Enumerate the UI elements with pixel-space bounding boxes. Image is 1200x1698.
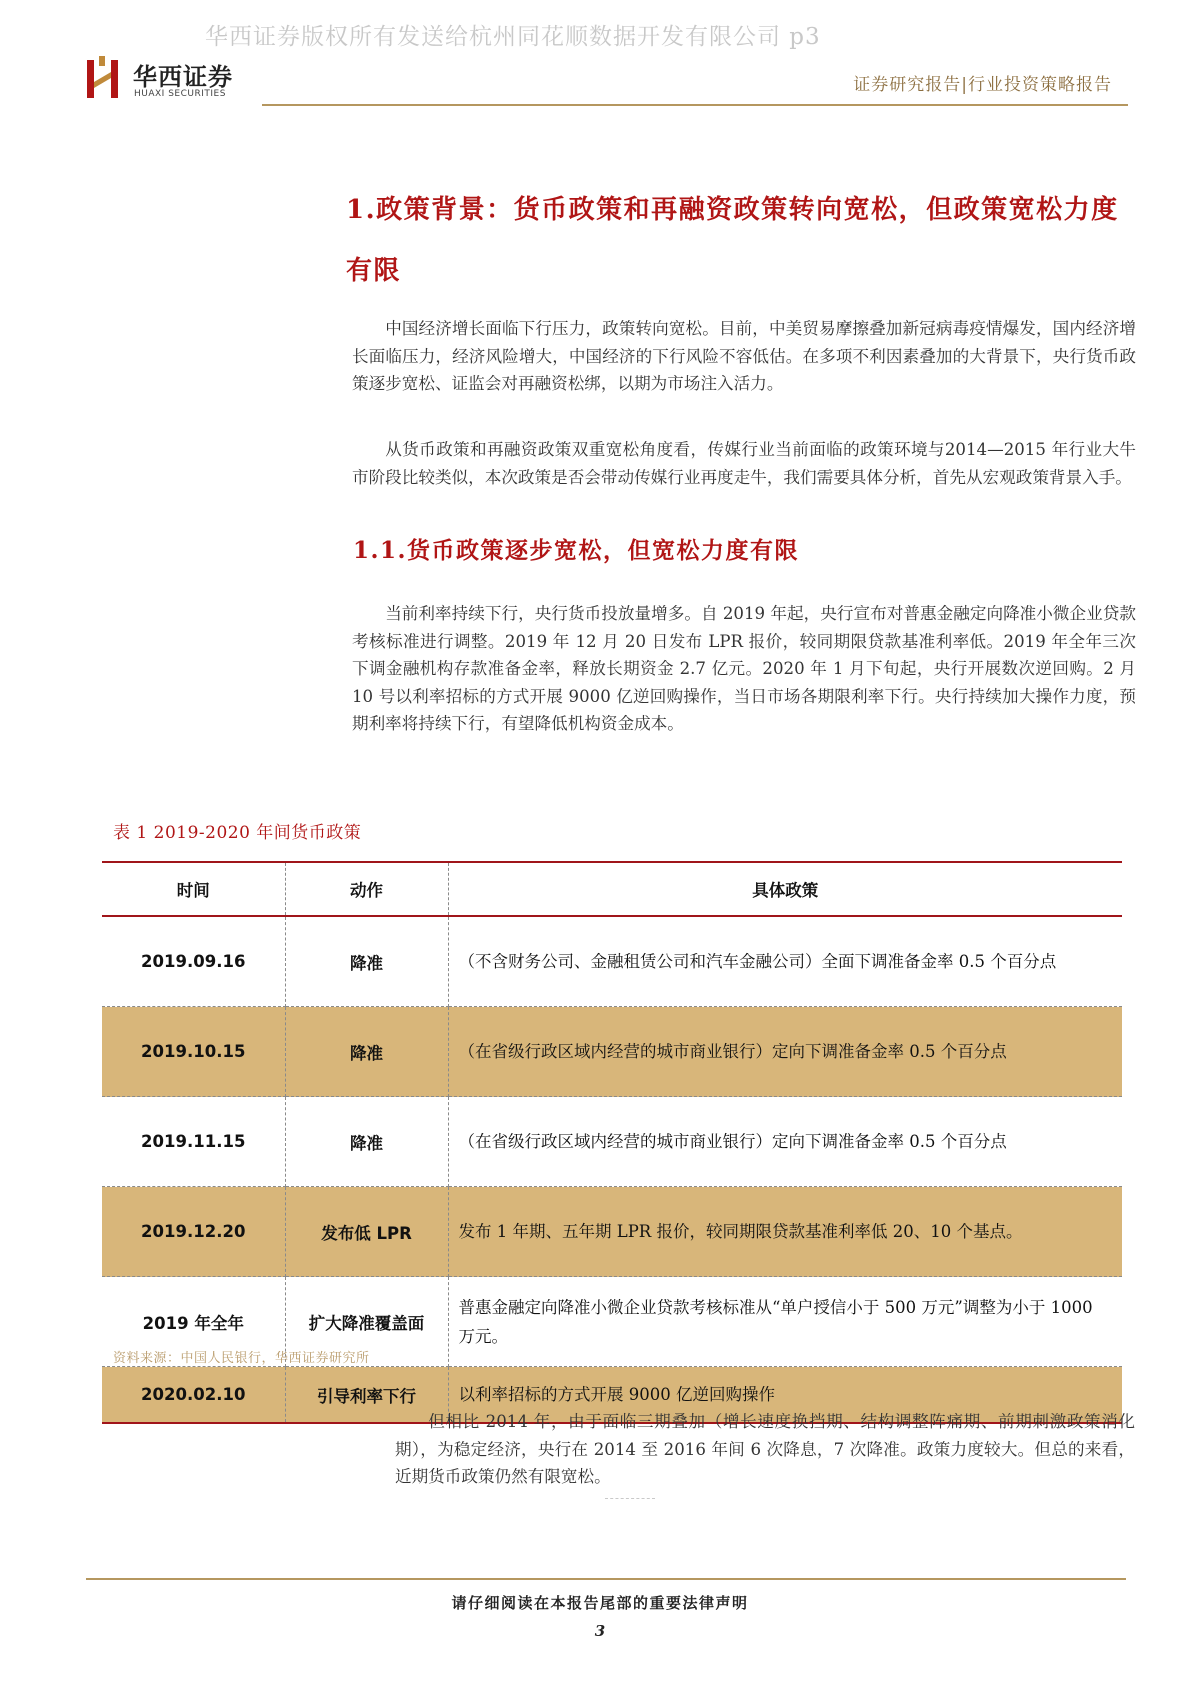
cell-detail: 发布 1 年期、五年期 LPR 报价，较同期限贷款基准利率低 20、10 个基点。 — [448, 1187, 1122, 1277]
table-row — [102, 1097, 1122, 1187]
section-1-1-heading: 1.1.货币政策逐步宽松，但宽松力度有限 — [353, 537, 800, 564]
cell-action: 降准 — [285, 1007, 448, 1097]
cell-action: 降准 — [285, 1097, 448, 1187]
cell-date: 2019 年全年 — [102, 1277, 285, 1367]
cell-detail: 以利率招标的方式开展 9000 亿逆回购操作 — [448, 1367, 1122, 1424]
footer-disclaimer: 请仔细阅读在本报告尾部的重要法律声明 — [451, 1594, 749, 1612]
section-end-mark — [605, 1498, 655, 1499]
cell-action: 降准 — [285, 916, 448, 1007]
cell-detail: （不含财务公司、金融租赁公司和汽车金融公司）全面下调准备金率 0.5 个百分点 — [448, 916, 1122, 1007]
cell-detail: （在省级行政区域内经营的城市商业银行）定向下调准备金率 0.5 个百分点 — [448, 1097, 1122, 1187]
header-divider — [262, 104, 1128, 106]
table-source: 资料来源：中国人民银行，华西证券研究所 — [113, 1351, 370, 1366]
watermark: 华西证券版权所有发送给杭州同花顺数据开发有限公司 p3 — [205, 24, 821, 50]
paragraph-2014-comparison: 但相比 2014 年，由于面临三期叠加（增长速度换挡期、结构调整阵痛期、前期刺激政策消化期），为稳定经济，央行在 2014 至 2016 年间 6 次降息，7 次降准。政策力度较大。但总的来看，近期货币政策仍然有限宽松。 — [395, 1412, 1135, 1486]
logo-name-cn: 华西证券 — [133, 62, 233, 91]
huaxi-logo-icon — [85, 56, 123, 100]
cell-date: 2019.09.16 — [102, 916, 285, 1007]
table-header-row — [102, 862, 1122, 916]
paragraph-economic-pressure: 中国经济增长面临下行压力，政策转向宽松。目前，中美贸易摩擦叠加新冠病毒疫情爆发，国内经济增长面临压力，经济风险增大，中国经济的下行风险不容低估。在多项不利因素叠加的大背景下，央行货币政策逐步宽松、证监会对再融资松绑，以期为市场注入活力。 — [352, 319, 1136, 393]
logo-name-en: HUAXI SECURITIES — [134, 89, 226, 99]
table-caption: 表 1 2019-2020 年间货币政策 — [113, 823, 362, 843]
cell-action: 引导利率下行 — [285, 1367, 448, 1424]
page-number: 3 — [594, 1622, 606, 1640]
cell-date: 2019.12.20 — [102, 1187, 285, 1277]
monetary-policy-table — [102, 861, 1122, 1424]
table-row — [102, 1007, 1122, 1097]
cell-detail: 普惠金融定向降准小微企业贷款考核标准从“单户授信小于 500 万元”调整为小于 1000 万元。 — [448, 1277, 1122, 1367]
section-1-heading: 1.政策背景：货币政策和再融资政策转向宽松，但政策宽松力度有限 — [346, 195, 1119, 286]
report-type-label: 证券研究报告|行业投资策略报告 — [853, 75, 1112, 95]
cell-date: 2019.11.15 — [102, 1097, 285, 1187]
paragraph-interest-rates: 当前利率持续下行，央行货币投放量增多。自 2019 年起，央行宣布对普惠金融定向降准小微企业贷款考核标准进行调整。2019 年 12 月 20 日发布 LPR 报价，较同期限贷款基准利率低。2019 年全年三次下调金融机构存款准备金率，释放长期资金 2.7 亿元。2020 年 1 月下旬起，央行开展数次逆回购。2 月 10 号以利率招标的方式开展 9000 亿逆回购操作，当日市场各期限利率下行。央行持续加大操作力度，预期利率将持续下行，有望降低机构资金成本。 — [352, 604, 1136, 733]
cell-detail: （在省级行政区域内经营的城市商业银行）定向下调准备金率 0.5 个百分点 — [448, 1007, 1122, 1097]
cell-action: 发布低 LPR — [285, 1187, 448, 1277]
table-row — [102, 1187, 1122, 1277]
paragraph-policy-comparison: 从货币政策和再融资政策双重宽松角度看，传媒行业当前面临的政策环境与2014—2015 年行业大牛市阶段比较类似，本次政策是否会带动传媒行业再度走牛，我们需要具体分析，首先从宏观政策背景入手。 — [352, 440, 1136, 487]
cell-action: 扩大降准覆盖面 — [285, 1277, 448, 1367]
header-detail: 具体政策 — [448, 862, 1122, 916]
table-row — [102, 916, 1122, 1007]
company-logo — [85, 56, 255, 104]
header-action: 动作 — [285, 862, 448, 916]
cell-date: 2020.02.10 — [102, 1367, 285, 1424]
footer-divider — [86, 1578, 1126, 1580]
cell-date: 2019.10.15 — [102, 1007, 285, 1097]
header-time: 时间 — [102, 862, 285, 916]
